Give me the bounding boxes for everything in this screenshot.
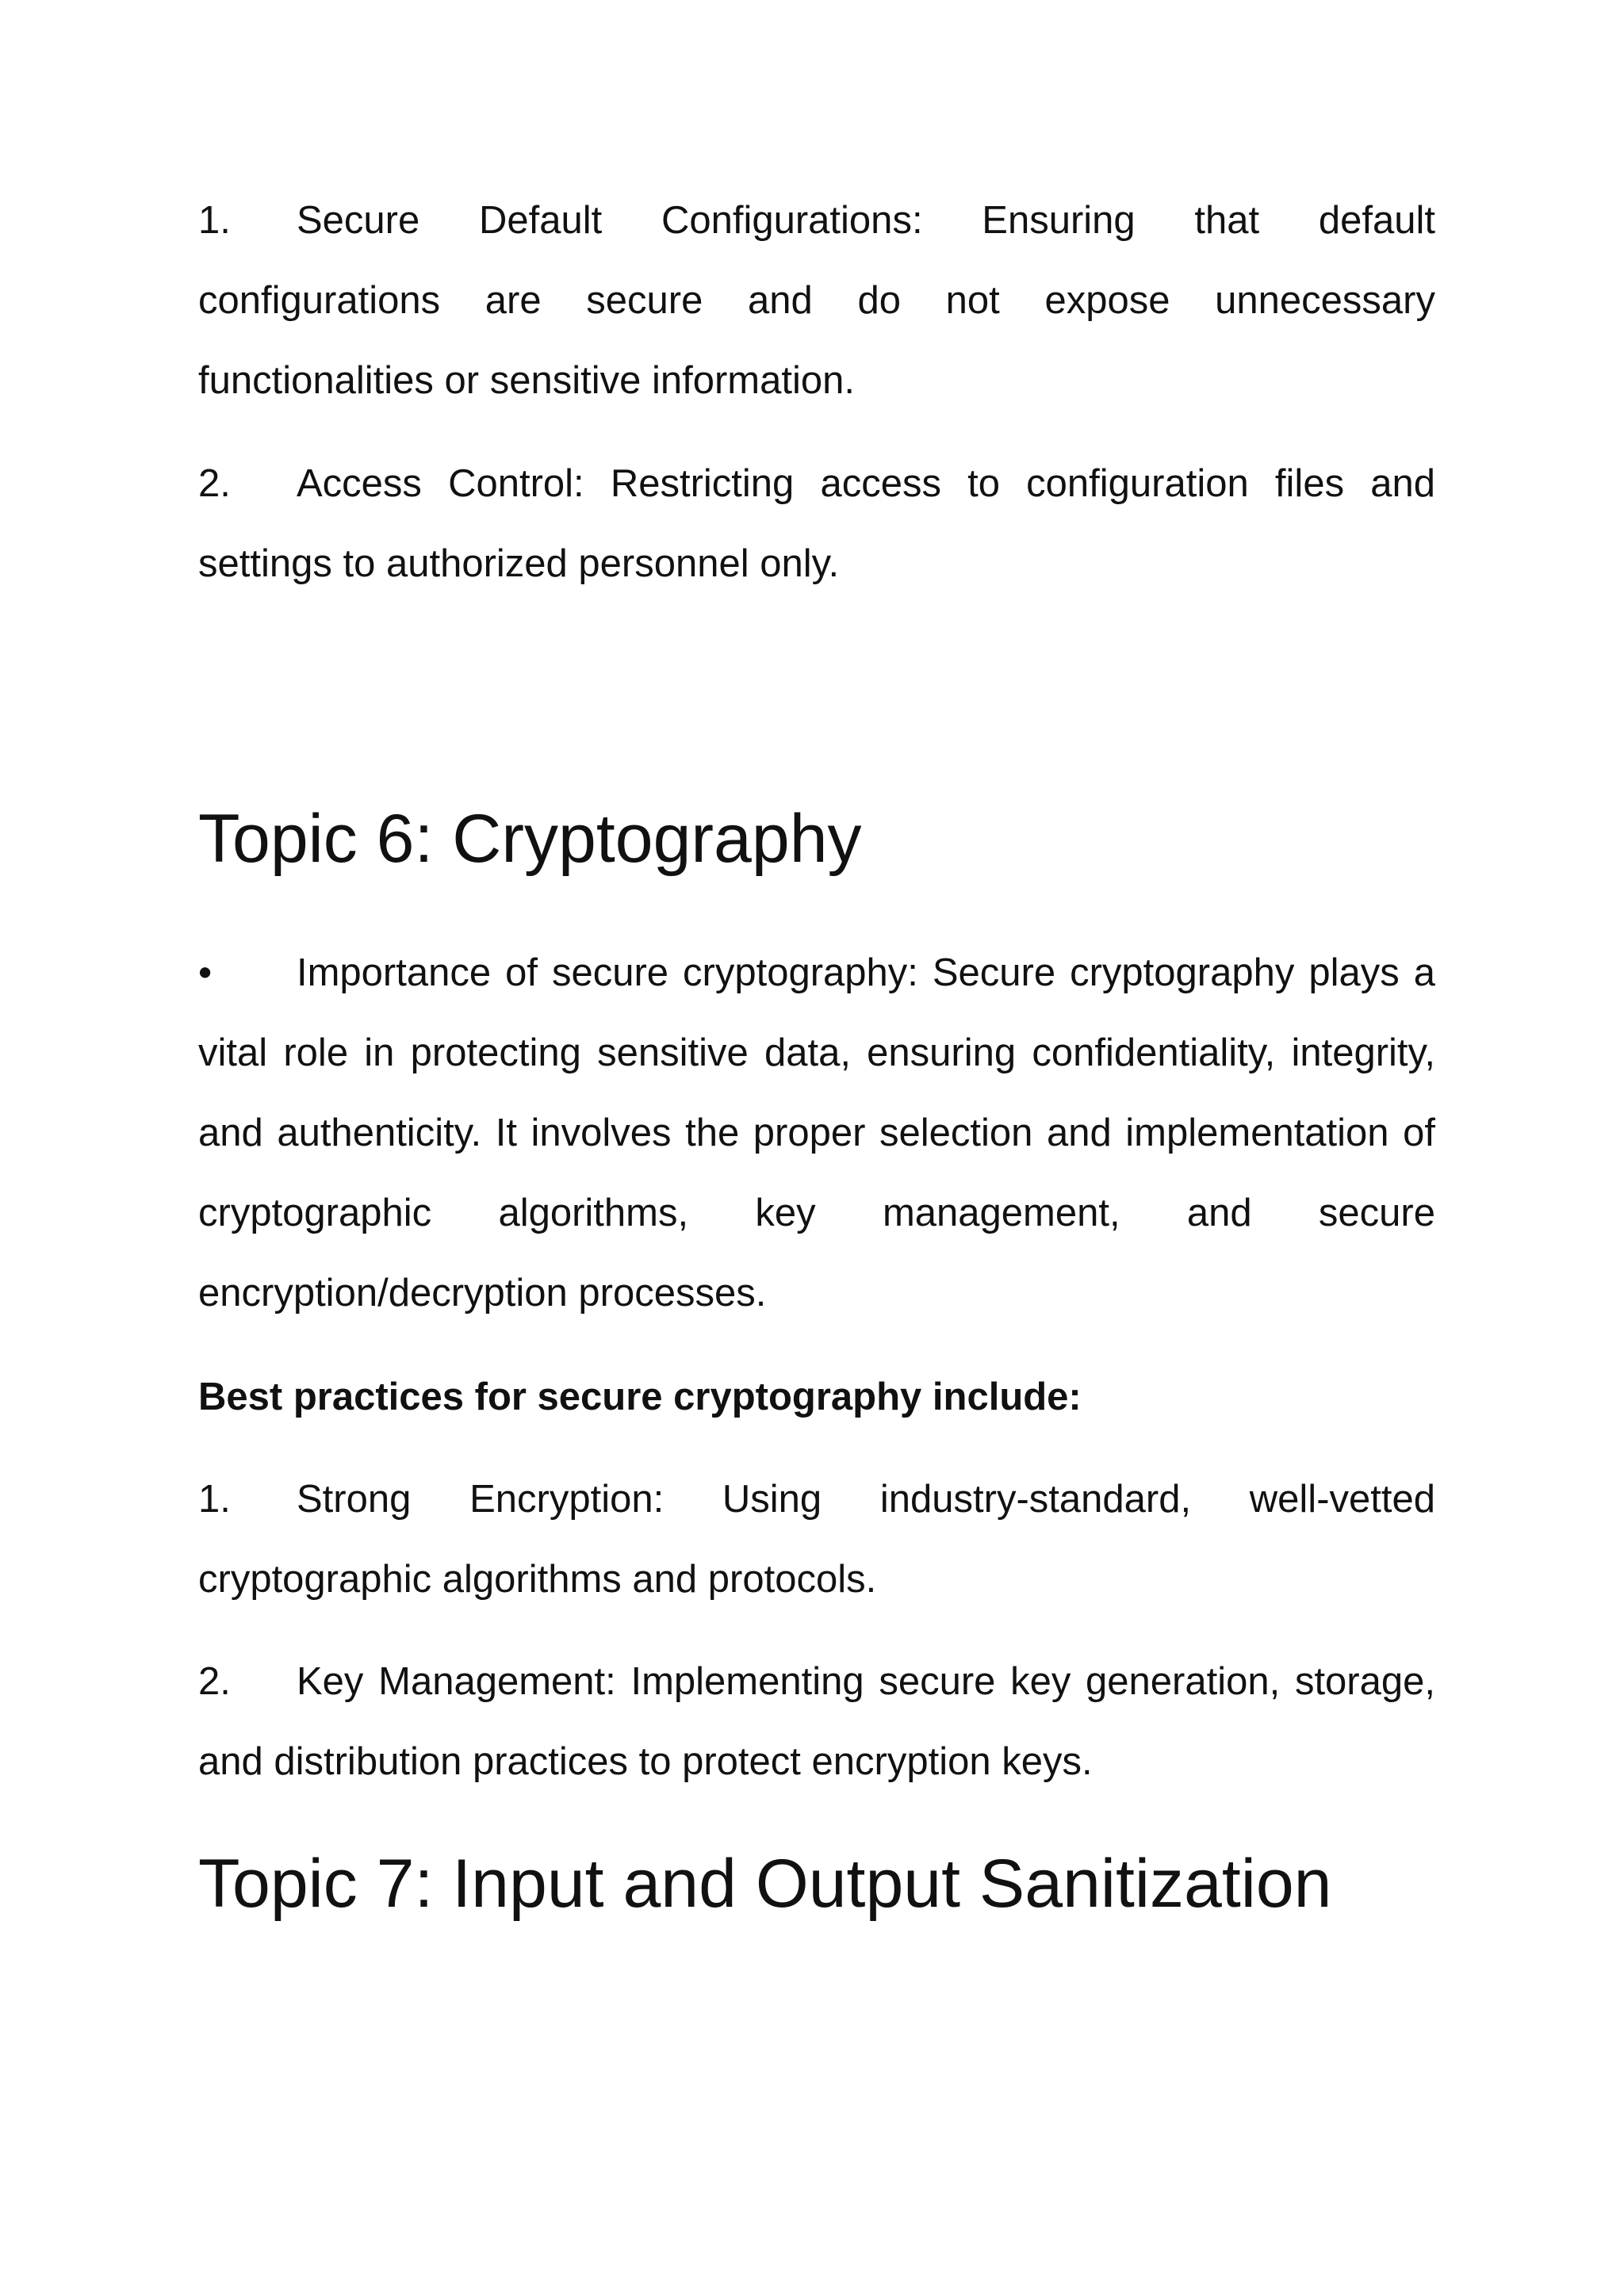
config-list-item-1	[198, 181, 1435, 421]
list-number: 1.	[198, 1478, 231, 1521]
best-practices-heading: Best practices for secure cryptography include:	[198, 1376, 1082, 1418]
list-number: 1.	[198, 199, 231, 242]
cryptography-importance-bullet	[198, 933, 1435, 1334]
list-item-text: Key Management: Implementing secure key generation, storage, and distribution practices to protect encryption keys.	[198, 1660, 1435, 1783]
list-number: 2.	[198, 462, 231, 505]
list-number: 2.	[198, 1660, 231, 1703]
bullet-text: Importance of secure cryptography: Secure cryptography plays a vital role in protecting sensitive data, ensuring confidentiality, integrity, and authenticity. It involves the proper selection and implementation of cryptographic algorithms, key management, and secure encryption/decryption processes.	[198, 951, 1435, 1314]
config-list-item-2	[198, 444, 1435, 604]
list-item-text: Secure Default Configurations: Ensuring that default configurations are secure and do not expose unnecessary functionalities or sensitive information.	[198, 199, 1435, 402]
practice-item-1	[198, 1460, 1435, 1620]
bullet-marker: •	[198, 951, 213, 994]
topic-7-heading: Topic 7: Input and Output Sanitization	[198, 1846, 1332, 1922]
topic-6-heading: Topic 6: Cryptography	[198, 801, 862, 877]
list-item-text: Access Control: Restricting access to configuration files and settings to authorized personnel only.	[198, 462, 1435, 585]
list-item-text: Strong Encryption: Using industry-standard, well-vetted cryptographic algorithms and protocols.	[198, 1478, 1435, 1601]
practice-item-2	[198, 1642, 1435, 1802]
